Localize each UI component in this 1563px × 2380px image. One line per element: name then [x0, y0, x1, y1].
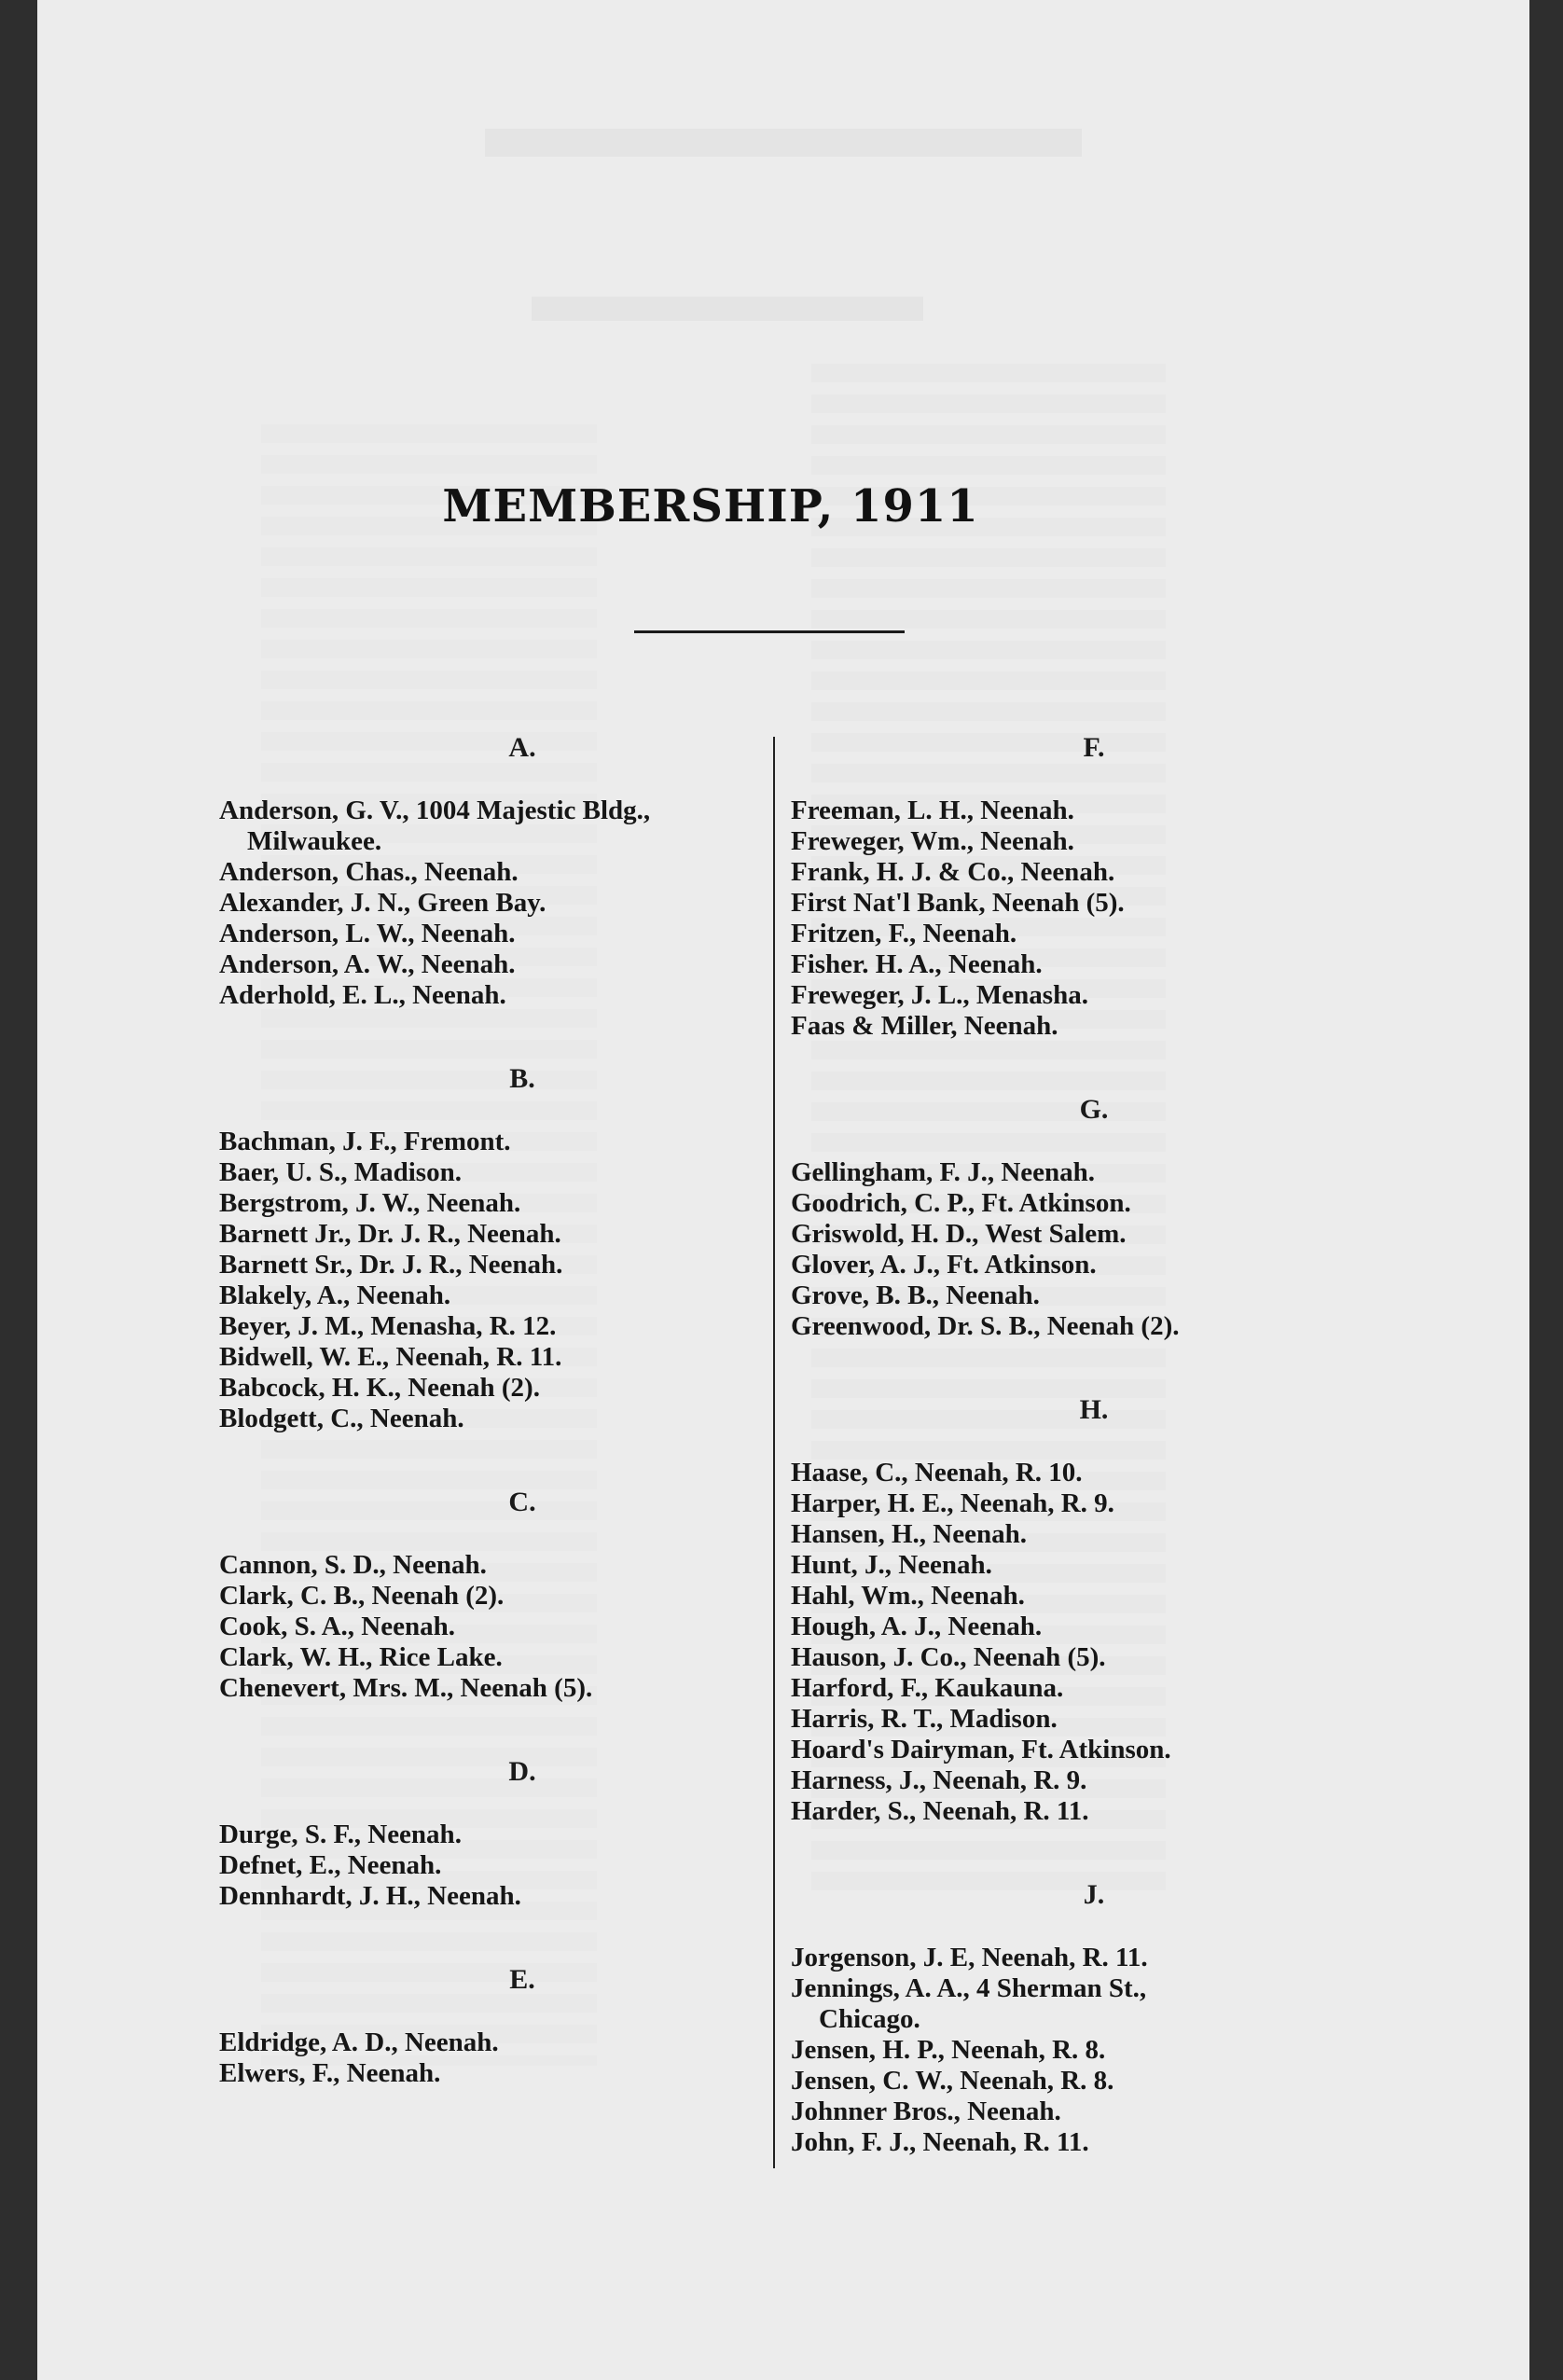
section-e: [219, 1964, 825, 2089]
member-entry: Eldridge, A. D., Neenah.: [219, 2027, 499, 2057]
member-entry: Dennhardt, J. H., Neenah.: [219, 1881, 521, 1911]
right-column: [791, 732, 1397, 2158]
section-letter: J.: [1083, 1879, 1105, 1910]
section-letter: A.: [508, 732, 536, 763]
member-list: [219, 1550, 825, 1704]
member-entry: Harford, F., Kaukauna.: [791, 1673, 1064, 1703]
member-entry: Bergstrom, J. W., Neenah.: [219, 1188, 521, 1218]
page-title: MEMBERSHIP, 1911: [442, 480, 979, 533]
member-entry: Faas & Miller, Neenah.: [791, 1011, 1058, 1041]
member-entry: Blodgett, C., Neenah.: [219, 1404, 464, 1433]
member-entry: Babcock, H. K., Neenah (2).: [219, 1373, 540, 1403]
member-entry: Anderson, Chas., Neenah.: [219, 857, 519, 887]
section-b: [219, 1063, 825, 1434]
member-entry: Haase, C., Neenah, R. 10.: [791, 1458, 1083, 1488]
bleed-through-heading: [532, 297, 923, 321]
member-entry: John, F. J., Neenah, R. 11.: [791, 2127, 1089, 2157]
member-entry: Hahl, Wm., Neenah.: [791, 1581, 1025, 1611]
title-rule: [634, 630, 905, 633]
section-letter: C.: [508, 1487, 536, 1517]
member-entry: Jennings, A. A., 4 Sherman St.,: [791, 1973, 1147, 2003]
member-entry: Johnner Bros., Neenah.: [791, 2096, 1061, 2126]
member-entry: Greenwood, Dr. S. B., Neenah (2).: [791, 1311, 1180, 1341]
member-entry: Durge, S. F., Neenah.: [219, 1820, 462, 1849]
section-d: [219, 1756, 825, 1912]
member-entry: Harris, R. T., Madison.: [791, 1704, 1058, 1734]
section-j: [791, 1879, 1397, 2158]
member-entry: Aderhold, E. L., Neenah.: [219, 980, 506, 1010]
member-list: [791, 1458, 1397, 1827]
section-letter: F.: [1083, 732, 1105, 763]
member-entry-continuation: Milwaukee.: [247, 826, 382, 856]
member-entry: Grove, B. B., Neenah.: [791, 1280, 1040, 1310]
member-entry: Barnett Jr., Dr. J. R., Neenah.: [219, 1219, 561, 1249]
member-entry: Frank, H. J. & Co., Neenah.: [791, 857, 1115, 887]
member-entry: Barnett Sr., Dr. J. R., Neenah.: [219, 1250, 563, 1280]
member-entry: Clark, W. H., Rice Lake.: [219, 1642, 503, 1672]
member-entry: Hough, A. J., Neenah.: [791, 1612, 1043, 1641]
member-entry: Griswold, H. D., West Salem.: [791, 1219, 1127, 1249]
member-entry: Cannon, S. D., Neenah.: [219, 1550, 487, 1580]
section-letter: E.: [509, 1964, 535, 1995]
member-list: [219, 796, 825, 1011]
member-entry: Anderson, G. V., 1004 Majestic Bldg.,: [219, 796, 651, 825]
member-list: [219, 2027, 825, 2089]
member-entry: Freweger, J. L., Menasha.: [791, 980, 1088, 1010]
left-column: [219, 732, 825, 2089]
section-h: [791, 1394, 1397, 1827]
member-list: [791, 796, 1397, 1042]
member-entry: Alexander, J. N., Green Bay.: [219, 888, 546, 918]
member-entry: Hansen, H., Neenah.: [791, 1519, 1027, 1549]
member-list: [219, 1127, 825, 1434]
member-entry: Gellingham, F. J., Neenah.: [791, 1157, 1096, 1187]
member-list: [219, 1820, 825, 1912]
member-entry: Hoard's Dairyman, Ft. Atkinson.: [791, 1735, 1171, 1764]
member-entry: First Nat'l Bank, Neenah (5).: [791, 888, 1125, 918]
document-page: [37, 0, 1529, 2380]
section-a: [219, 732, 825, 1011]
member-entry: Elwers, F., Neenah.: [219, 2058, 441, 2088]
member-entry-continuation: Chicago.: [819, 2004, 920, 2034]
member-entry: Clark, C. B., Neenah (2).: [219, 1581, 505, 1611]
member-entry: Freeman, L. H., Neenah.: [791, 796, 1074, 825]
bleed-through-running-head: [485, 129, 1082, 157]
member-entry: Anderson, L. W., Neenah.: [219, 919, 516, 948]
member-entry: Hauson, J. Co., Neenah (5).: [791, 1642, 1106, 1672]
member-entry: Harness, J., Neenah, R. 9.: [791, 1765, 1087, 1795]
member-entry: Baer, U. S., Madison.: [219, 1157, 462, 1187]
section-letter: B.: [509, 1063, 535, 1094]
member-entry: Hunt, J., Neenah.: [791, 1550, 992, 1580]
section-f: [791, 732, 1397, 1042]
member-entry: Chenevert, Mrs. M., Neenah (5).: [219, 1673, 593, 1703]
member-entry: Freweger, Wm., Neenah.: [791, 826, 1074, 856]
member-list: [791, 1157, 1397, 1342]
section-letter: H.: [1079, 1394, 1109, 1425]
section-letter: G.: [1079, 1094, 1109, 1125]
member-entry: Harder, S., Neenah, R. 11.: [791, 1796, 1089, 1826]
member-entry: Cook, S. A., Neenah.: [219, 1612, 455, 1641]
member-entry: Glover, A. J., Ft. Atkinson.: [791, 1250, 1097, 1280]
member-entry: Beyer, J. M., Menasha, R. 12.: [219, 1311, 557, 1341]
member-entry: Jensen, H. P., Neenah, R. 8.: [791, 2035, 1106, 2065]
member-entry: Defnet, E., Neenah.: [219, 1850, 442, 1880]
section-letter: D.: [508, 1756, 536, 1787]
member-entry: Anderson, A. W., Neenah.: [219, 949, 516, 979]
member-entry: Bachman, J. F., Fremont.: [219, 1127, 511, 1156]
member-entry: Harper, H. E., Neenah, R. 9.: [791, 1488, 1114, 1518]
member-entry: Fritzen, F., Neenah.: [791, 919, 1017, 948]
member-entry: Jensen, C. W., Neenah, R. 8.: [791, 2066, 1114, 2096]
member-entry: Jorgenson, J. E, Neenah, R. 11.: [791, 1943, 1148, 1972]
section-c: [219, 1487, 825, 1704]
member-entry: Fisher. H. A., Neenah.: [791, 949, 1043, 979]
member-entry: Blakely, A., Neenah.: [219, 1280, 451, 1310]
member-entry: Goodrich, C. P., Ft. Atkinson.: [791, 1188, 1131, 1218]
member-list: [791, 1943, 1397, 2158]
member-entry: Bidwell, W. E., Neenah, R. 11.: [219, 1342, 562, 1372]
section-g: [791, 1094, 1397, 1342]
